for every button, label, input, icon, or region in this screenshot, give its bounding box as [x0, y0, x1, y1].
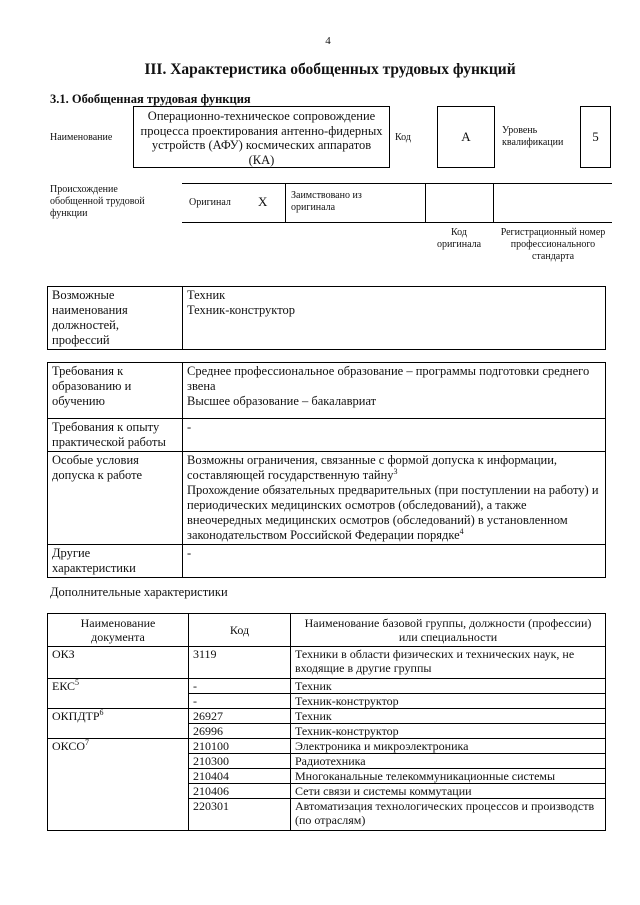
- table-row: [48, 709, 606, 724]
- origin-divider-2: [425, 184, 426, 222]
- doc-cell: [48, 647, 189, 679]
- education-values: [183, 363, 606, 419]
- registration-number-caption: Регистрационный номер профессионального стандарта: [500, 227, 606, 262]
- positions-table: [47, 286, 606, 350]
- name-box: [133, 106, 390, 168]
- other-label: Другие характеристики: [48, 545, 183, 578]
- name-cell: Техник: [291, 679, 606, 694]
- education-label: Требования к образованию и обучению: [48, 363, 183, 419]
- code-cell: -: [189, 679, 291, 694]
- name-cell: Сети связи и системы коммутации: [291, 784, 606, 799]
- code-cell: 3119: [189, 647, 291, 679]
- name-cell: Автоматизация технологических процессов и производств (по отраслям): [291, 799, 606, 831]
- origin-label: Происхождение обобщенной трудовой функции: [50, 184, 145, 219]
- table-row: [48, 739, 606, 754]
- header-code: Код: [189, 614, 291, 647]
- position-item: Техник: [187, 288, 226, 302]
- additional-characteristics-table: [47, 613, 606, 831]
- code-cell: 210100: [189, 739, 291, 754]
- name-cell: Техник-конструктор: [291, 694, 606, 709]
- original-mark: X: [258, 194, 268, 209]
- positions-row: [48, 287, 606, 350]
- header-row: [48, 614, 606, 647]
- code-cell: 220301: [189, 799, 291, 831]
- doc-name: ЕКС: [52, 679, 76, 693]
- name-cell: Многоканальные телекоммуникационные системы: [291, 769, 606, 784]
- doc-name: ОКПДТР: [52, 709, 100, 723]
- name-label: Наименование: [50, 132, 113, 143]
- code-cell: 26996: [189, 724, 291, 739]
- page-number: 4: [325, 35, 331, 47]
- name-cell: Техник-конструктор: [291, 724, 606, 739]
- special-condition-text: Возможны ограничения, связанные с формой допуска к информации, составляющей государственную тайну: [187, 453, 558, 482]
- level-value: 5: [592, 129, 599, 144]
- experience-value: -: [183, 419, 606, 452]
- doc-cell: [48, 679, 189, 709]
- position-item: Техник-конструктор: [187, 303, 295, 317]
- other-row: [48, 545, 606, 578]
- footnote-ref: 5: [75, 678, 80, 687]
- origin-table: [182, 183, 612, 223]
- subsection-title: 3.1. Обобщенная трудовая функция: [50, 92, 251, 106]
- header-name: Наименование базовой группы, должности (профессии) или специальности: [291, 614, 606, 647]
- code-value: А: [461, 129, 471, 144]
- special-condition-text: Прохождение обязательных предварительных (при поступлении на работу) и периодических медицинских осмотров (обследований), а также внеочередных медицинских осмотров (обследований) в установленном законодательством Российской Федерации порядке: [187, 483, 599, 542]
- code-cell: 210404: [189, 769, 291, 784]
- code-box: [437, 106, 495, 168]
- special-conditions-label: Особые условия допуска к работе: [48, 452, 183, 545]
- requirements-table: [47, 362, 606, 578]
- footnote-ref: 3: [393, 466, 398, 476]
- name-cell: Электроника и микроэлектроника: [291, 739, 606, 754]
- education-item: Высшее образование – бакалавриат: [187, 394, 377, 408]
- code-cell: -: [189, 694, 291, 709]
- name-cell: Техники в области физических и технических наук, не входящие в другие группы: [291, 647, 606, 679]
- special-condition-item: [187, 453, 601, 483]
- code-label: Код: [395, 132, 411, 143]
- code-cell: 210300: [189, 754, 291, 769]
- code-cell: 26927: [189, 709, 291, 724]
- name-cell: Радиотехника: [291, 754, 606, 769]
- original-label: Оригинал: [189, 197, 231, 208]
- positions-values: [183, 287, 606, 350]
- header-document: Наименование документа: [48, 614, 189, 647]
- section-title: III. Характеристика обобщенных трудовых функций: [144, 61, 516, 78]
- footnote-ref: 7: [85, 738, 90, 747]
- code-cell: 210406: [189, 784, 291, 799]
- education-item: Среднее профессиональное образование – программы подготовки среднего звена: [187, 364, 590, 393]
- other-value: -: [183, 545, 606, 578]
- table-row: [48, 679, 606, 694]
- original-code-caption: Код оригинала: [436, 227, 482, 250]
- name-cell: Техник: [291, 709, 606, 724]
- doc-name: ОКЗ: [52, 647, 75, 661]
- level-label: Уровень квалификации: [502, 125, 564, 148]
- origin-divider-1: [285, 184, 286, 222]
- borrowed-label: Заимствовано из оригинала: [291, 190, 362, 213]
- experience-label: Требования к опыту практической работы: [48, 419, 183, 452]
- footnote-ref: 4: [459, 526, 464, 536]
- footnote-ref: 6: [99, 708, 104, 717]
- name-value: Операционно-техническое сопровождение процесса проектирования антенно-фидерных устройств (АФУ) космических аппаратов (КА): [140, 109, 383, 167]
- additional-title: Дополнительные характеристики: [50, 585, 228, 599]
- table-row: [48, 647, 606, 679]
- special-conditions-values: [183, 452, 606, 545]
- doc-cell: [48, 739, 189, 831]
- origin-divider-3: [493, 184, 494, 222]
- education-row: [48, 363, 606, 419]
- special-conditions-row: [48, 452, 606, 545]
- special-condition-item: [187, 483, 601, 543]
- doc-cell: [48, 709, 189, 739]
- level-box: [580, 106, 611, 168]
- experience-row: [48, 419, 606, 452]
- positions-label: Возможные наименования должностей, профессий: [48, 287, 183, 350]
- doc-name: ОКСО: [52, 739, 86, 753]
